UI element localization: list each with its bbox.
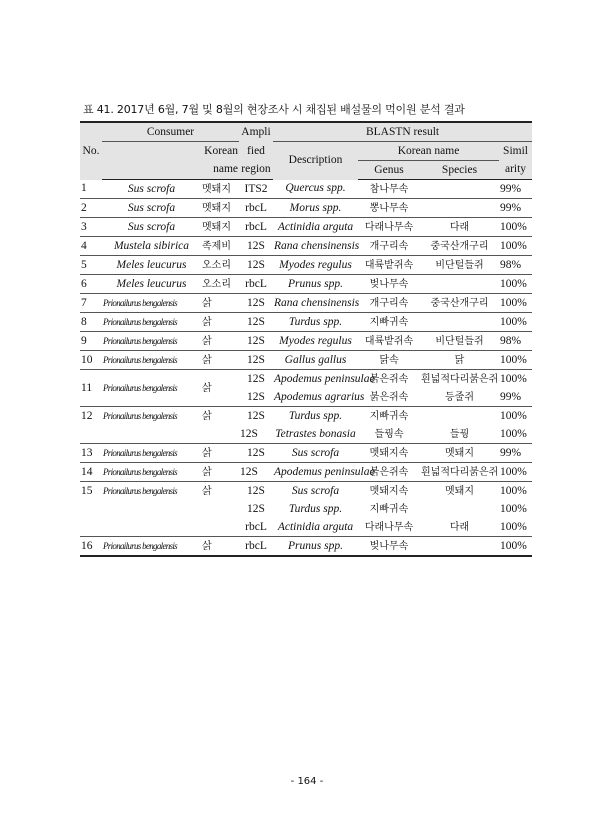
table-row xyxy=(80,370,532,389)
consumer-korean-name: 오소리 xyxy=(201,256,239,275)
consumer-scientific-name: Sus scrofa xyxy=(127,182,176,195)
species: 멧돼지 xyxy=(420,482,499,501)
consumer-scientific-name: Prionailurus bengalensis xyxy=(102,407,201,444)
amplified-region: ITS2 xyxy=(244,182,268,195)
header-ampli-2: fied xyxy=(239,142,273,161)
header-consumer: Consumer xyxy=(102,122,239,142)
genus: 벚나무속 xyxy=(358,537,420,557)
description: Turdus spp. xyxy=(273,407,358,426)
consumer-korean-name: 삵 xyxy=(201,332,239,351)
amplified-region: rbcL xyxy=(239,199,273,218)
genus: 뽕나무속 xyxy=(358,199,420,218)
consumer-korean-name: 삵 xyxy=(201,537,239,557)
description: Rana chensinensis xyxy=(273,294,358,313)
amplified-region: rbcL xyxy=(239,218,273,237)
genus: 개구리속 xyxy=(358,237,420,256)
description: Apodemus peninsulae xyxy=(273,370,358,389)
similarity: 99% xyxy=(500,182,522,195)
species xyxy=(420,180,499,199)
amplified-region: 12S xyxy=(239,463,273,482)
amplified-region: 12S xyxy=(239,332,273,351)
header-blastn: BLASTN result xyxy=(273,122,532,142)
consumer-scientific-name: Prionailurus bengalensis xyxy=(102,294,201,313)
description: Apodemus agrarius xyxy=(274,390,365,403)
table-row xyxy=(80,180,532,199)
row-no: 14 xyxy=(80,463,102,482)
row-no: 2 xyxy=(80,199,102,218)
description: Turdus spp. xyxy=(288,502,343,515)
table-row xyxy=(80,199,532,218)
amplified-region: 12S xyxy=(239,294,273,313)
header-ampli-1: Ampli xyxy=(239,122,273,142)
row-no: 16 xyxy=(80,537,102,557)
species: 중국산개구리 xyxy=(420,294,499,313)
description: Actinidia arguta xyxy=(277,520,354,533)
consumer-korean-name: 삵 xyxy=(201,351,239,370)
description: Actinidia arguta xyxy=(273,218,358,237)
consumer-korean-name: 삵 xyxy=(201,444,239,463)
header-korean-name-2: name xyxy=(201,161,239,180)
amplified-region: rbcL xyxy=(239,537,273,557)
amplified-region: 12S xyxy=(247,502,265,515)
amplified-region: 12S xyxy=(247,390,265,403)
description: Sus scrofa xyxy=(273,444,358,463)
consumer-scientific-name: Meles leucurus xyxy=(102,256,201,275)
species: 다래 xyxy=(420,218,499,237)
header-description: Description xyxy=(273,142,358,180)
genus: 대륙밭쥐속 xyxy=(358,332,420,351)
consumer-korean-name: 삵 xyxy=(201,407,239,444)
header-genus: Genus xyxy=(358,161,420,180)
consumer-scientific-name: Prionailurus bengalensis xyxy=(102,463,201,482)
genus: 지빠귀속 xyxy=(358,407,420,426)
row-no: 5 xyxy=(80,256,102,275)
genus: 지빠귀속 xyxy=(358,313,420,332)
species: 닭 xyxy=(420,351,499,370)
row-no: 4 xyxy=(80,237,102,256)
species: 흰넓적다리붉은쥐 xyxy=(420,463,499,482)
similarity: 100% xyxy=(499,537,532,557)
description: Prunus spp. xyxy=(273,537,358,557)
table-caption: 표 41. 2017년 6월, 7월 및 8월의 현장조사 시 채집된 배설물의 먹이원 분석 결과 xyxy=(83,103,465,116)
genus: 붉은쥐속 xyxy=(358,463,420,482)
description: Prunus spp. xyxy=(273,275,358,294)
header-no: No. xyxy=(80,122,102,180)
row-no: 7 xyxy=(80,294,102,313)
consumer-korean-name: 멧돼지 xyxy=(201,218,239,237)
row-no: 11 xyxy=(80,370,102,407)
table-row xyxy=(80,294,532,313)
table-row xyxy=(80,463,532,482)
similarity: 99% xyxy=(500,390,522,403)
table-row xyxy=(80,482,532,501)
species xyxy=(420,199,499,218)
genus: 다래나무속 xyxy=(364,521,414,533)
consumer-korean-name: 삵 xyxy=(201,294,239,313)
description: Tetrastes bonasia xyxy=(275,427,356,440)
similarity: 99% xyxy=(499,199,532,218)
row-no: 15 xyxy=(80,482,102,537)
consumer-korean-name: 삵 xyxy=(201,313,239,332)
description: Quercus spp. xyxy=(285,182,346,195)
species: 다래 xyxy=(449,521,470,533)
amplified-region: 12S xyxy=(239,407,273,426)
genus: 닭속 xyxy=(358,351,420,370)
header-similarity-2: arity xyxy=(499,161,532,180)
row-no: 1 xyxy=(81,182,87,195)
table-header xyxy=(80,122,532,180)
similarity: 98% xyxy=(499,256,532,275)
species: 중국산개구리 xyxy=(420,237,499,256)
amplified-region: 12S xyxy=(239,237,273,256)
row-no: 3 xyxy=(80,218,102,237)
consumer-scientific-name: Prionailurus bengalensis xyxy=(102,313,201,332)
consumer-scientific-name: Mustela sibirica xyxy=(102,237,201,256)
consumer-korean-name: 멧돼지 xyxy=(201,199,239,218)
row-no: 6 xyxy=(80,275,102,294)
diet-analysis-table xyxy=(80,121,532,557)
table-row xyxy=(80,313,532,332)
similarity: 100% xyxy=(499,370,532,389)
header-ampli-3: region xyxy=(239,161,273,180)
consumer-scientific-name: Prionailurus bengalensis xyxy=(102,537,201,557)
consumer-scientific-name: Prionailurus bengalensis xyxy=(102,444,201,463)
species: 흰넓적다리붉은쥐 xyxy=(420,370,499,389)
species: 들꿩 xyxy=(449,428,470,440)
genus: 붉은쥐속 xyxy=(369,391,409,403)
consumer-korean-name: 족제비 xyxy=(201,237,239,256)
species xyxy=(420,275,499,294)
similarity: 99% xyxy=(499,444,532,463)
consumer-scientific-name: Meles leucurus xyxy=(102,275,201,294)
genus: 붉은쥐속 xyxy=(358,370,420,389)
description: Gallus gallus xyxy=(273,351,358,370)
table-row xyxy=(80,351,532,370)
genus: 들꿩속 xyxy=(374,428,404,440)
species: 등줄쥐 xyxy=(445,391,474,403)
header-consumer-blank-2 xyxy=(102,161,201,180)
similarity: 100% xyxy=(500,520,527,533)
row-no: 13 xyxy=(80,444,102,463)
genus: 멧돼지속 xyxy=(358,482,420,501)
consumer-scientific-name: Sus scrofa xyxy=(102,218,201,237)
species xyxy=(420,537,499,557)
species xyxy=(420,500,499,518)
row-no: 10 xyxy=(80,351,102,370)
similarity: 100% xyxy=(499,407,532,426)
genus: 다래나무속 xyxy=(358,218,420,237)
similarity: 100% xyxy=(499,275,532,294)
row-no: 8 xyxy=(80,313,102,332)
similarity: 98% xyxy=(499,332,532,351)
species: 비단털들쥐 xyxy=(420,256,499,275)
consumer-korean-name: 멧돼지 xyxy=(202,183,231,195)
species: 비단털들쥐 xyxy=(420,332,499,351)
similarity: 100% xyxy=(499,294,532,313)
amplified-region: rbcL xyxy=(239,275,273,294)
table-row xyxy=(80,275,532,294)
consumer-scientific-name: Prionailurus bengalensis xyxy=(102,332,201,351)
page-number: - 164 - xyxy=(290,776,324,787)
amplified-region: 12S xyxy=(239,351,273,370)
table-row xyxy=(80,237,532,256)
header-consumer-blank xyxy=(102,142,201,161)
similarity: 100% xyxy=(499,313,532,332)
similarity: 100% xyxy=(500,427,527,440)
table-row xyxy=(80,537,532,557)
table-row xyxy=(80,407,532,426)
header-species: Species xyxy=(420,161,499,180)
similarity: 100% xyxy=(499,482,532,501)
amplified-region: 12S xyxy=(239,370,273,389)
header-korean-name: Korean name xyxy=(358,142,499,161)
species xyxy=(420,407,499,426)
similarity: 100% xyxy=(499,218,532,237)
consumer-scientific-name: Sus scrofa xyxy=(102,199,201,218)
consumer-scientific-name: Prionailurus bengalensis xyxy=(102,351,201,370)
consumer-scientific-name: Prionailurus bengalensis xyxy=(102,482,201,537)
consumer-scientific-name: Prionailurus bengalensis xyxy=(102,370,201,407)
species xyxy=(420,313,499,332)
consumer-korean-name: 삵 xyxy=(201,463,239,482)
table-row xyxy=(80,444,532,463)
amplified-region: 12S xyxy=(239,313,273,332)
similarity: 100% xyxy=(499,237,532,256)
amplified-region: 12S xyxy=(240,427,258,440)
table-body xyxy=(80,180,532,557)
table-row xyxy=(80,332,532,351)
header-korean-name-1: Korean xyxy=(201,142,239,161)
description: Myodes regulus xyxy=(273,332,358,351)
row-no: 12 xyxy=(80,407,102,444)
genus: 벚나무속 xyxy=(358,275,420,294)
header-similarity-1: Simil xyxy=(499,142,532,161)
similarity: 100% xyxy=(500,502,527,515)
similarity: 100% xyxy=(499,463,532,482)
table-row xyxy=(80,256,532,275)
amplified-region: 12S xyxy=(239,482,273,501)
table-row xyxy=(80,218,532,237)
description: Apodemus peninsulae xyxy=(273,463,358,482)
description: Morus spp. xyxy=(273,199,358,218)
consumer-korean-name: 삵 xyxy=(201,482,239,537)
consumer-korean-name: 삵 xyxy=(201,370,239,407)
amplified-region: rbcL xyxy=(245,520,267,533)
description: Rana chensinensis xyxy=(273,237,358,256)
genus: 지빠귀속 xyxy=(369,503,409,515)
genus: 참나무속 xyxy=(369,183,409,195)
amplified-region: 12S xyxy=(239,444,273,463)
description: Myodes regulus xyxy=(273,256,358,275)
amplified-region: 12S xyxy=(239,256,273,275)
genus: 대륙밭쥐속 xyxy=(358,256,420,275)
description: Turdus spp. xyxy=(273,313,358,332)
genus: 개구리속 xyxy=(358,294,420,313)
description: Sus scrofa xyxy=(273,482,358,501)
row-no: 9 xyxy=(80,332,102,351)
similarity: 100% xyxy=(499,351,532,370)
genus: 멧돼지속 xyxy=(358,444,420,463)
consumer-korean-name: 오소리 xyxy=(201,275,239,294)
species: 멧돼지 xyxy=(420,444,499,463)
